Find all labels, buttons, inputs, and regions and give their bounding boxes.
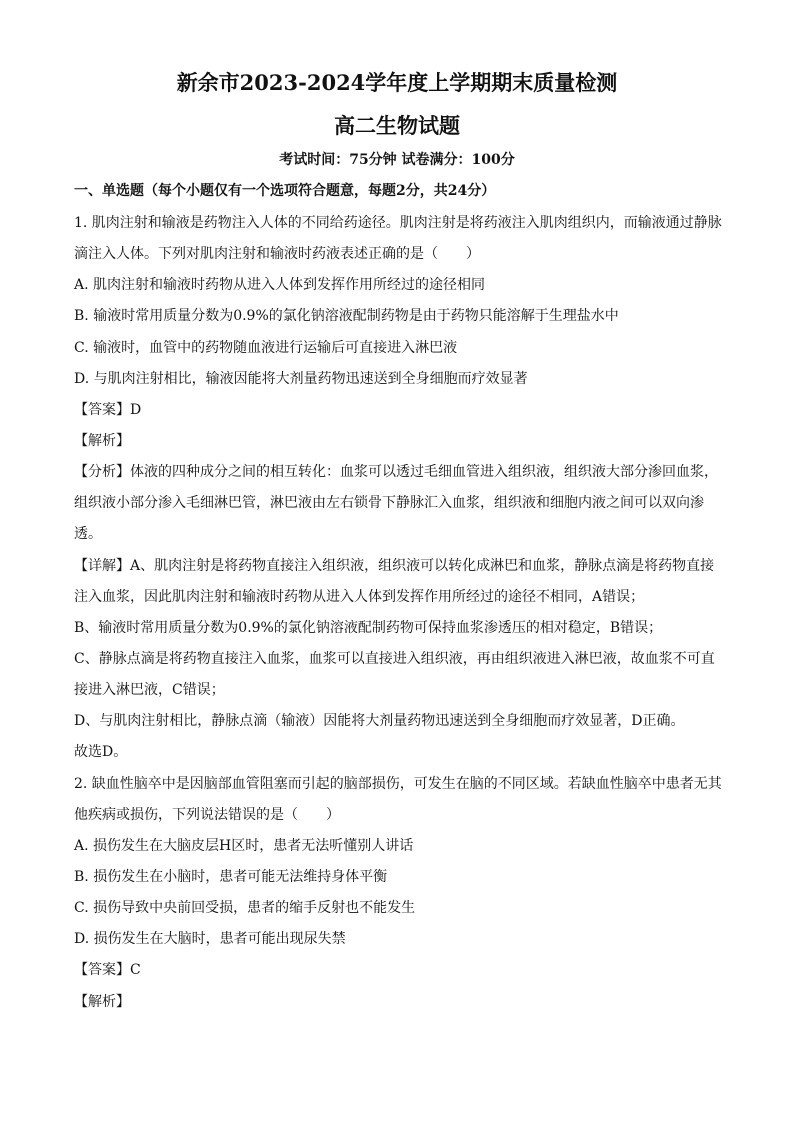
q2-jiexi-label: 【解析】 [74, 994, 130, 1010]
exam-subtitle: 高二生物试题 [334, 113, 460, 138]
q1-detail-line-2: 注入血浆，因此肌肉注射和输液时药物从进入人体到发挥作用所经过的途径不相同，A错误； [74, 589, 645, 605]
q2-stem-line-1: 2. 缺血性脑卒中是因脑部血管阻塞而引起的脑部损伤，可发生在脑的不同区域。若缺血性脑卒中患者无其 [74, 776, 722, 792]
q1-option-a: A. 肌肉注射和输液时药物从进入人体到发挥作用所经过的途径相同 [74, 277, 486, 293]
q2-option-c: C. 损伤导致中央前回受损，患者的缩手反射也不能发生 [74, 900, 416, 916]
q2-stem-line-2: 他疾病或损伤，下列说法错误的是（ ） [74, 807, 340, 823]
section-heading: 一、单选题（每个小题仅有一个选项符合题意，每题2分，共24分） [74, 183, 496, 199]
exam-info: 考试时间：75分钟 试卷满分：100分 [279, 152, 515, 168]
q1-option-c: C. 输液时，血管中的药物随血液进行运输后可直接进入淋巴液 [74, 340, 458, 356]
q2-option-d: D. 损伤发生在大脑时，患者可能出现尿失禁 [74, 931, 346, 947]
q1-analysis-line-3: 透。 [74, 526, 102, 542]
q1-detail-line-4: C、静脉点滴是将药物直接注入血浆，血浆可以直接进入组织液，再由组织液进入淋巴液，故血浆不可直 [74, 651, 715, 667]
q1-conclusion: 故选D。 [74, 744, 128, 760]
q1-analysis-line-1: 【分析】体液的四种成分之间的相互转化：血浆可以透过毛细血管进入组织液，组织液大部分渗回血浆， [74, 464, 718, 480]
q2-option-a: A. 损伤发生在大脑皮层H区时，患者无法听懂别人讲话 [74, 838, 414, 854]
q1-detail-line-5: 接进入淋巴液，C错误； [74, 682, 225, 698]
q1-analysis-line-2: 组织液小部分渗入毛细淋巴管，淋巴液由左右锁骨下静脉汇入血浆，组织液和细胞内液之间可以双向渗 [74, 495, 704, 511]
q2-answer: 【答案】C [74, 962, 141, 978]
q1-option-d: D. 与肌肉注射相比，输液因能将大剂量药物迅速送到全身细胞而疗效显著 [74, 371, 528, 387]
q2-option-b: B. 损伤发生在小脑时，患者可能无法维持身体平衡 [74, 869, 388, 885]
q1-jiexi-label: 【解析】 [74, 433, 130, 449]
q1-detail-line-1: 【详解】A、肌肉注射是将药物直接注入组织液，组织液可以转化成淋巴和血浆，静脉点滴是将药物直接 [74, 558, 715, 574]
exam-title: 新余市2023-2024学年度上学期期末质量检测 [176, 70, 618, 95]
q1-stem-line-2: 滴注入人体。下列对肌肉注射和输液时药液表述正确的是（ ） [74, 246, 480, 262]
q1-stem-line-1: 1. 肌肉注射和输液是药物注入人体的不同给药途径。肌肉注射是将药液注入肌肉组织内，而输液通过静脉 [74, 215, 722, 231]
q1-option-b: B. 输液时常用质量分数为0.9%的氯化钠溶液配制药物是由于药物只能溶解于生理盐水中 [74, 308, 619, 324]
q1-detail-line-3: B、输液时常用质量分数为0.9%的氯化钠溶液配制药物可保持血浆渗透压的相对稳定，B错误； [74, 620, 663, 636]
q1-answer: 【答案】D [74, 402, 142, 418]
q1-detail-line-6: D、与肌肉注射相比，静脉点滴（输液）因能将大剂量药物迅速送到全身细胞而疗效显著，D正确。 [74, 713, 685, 729]
